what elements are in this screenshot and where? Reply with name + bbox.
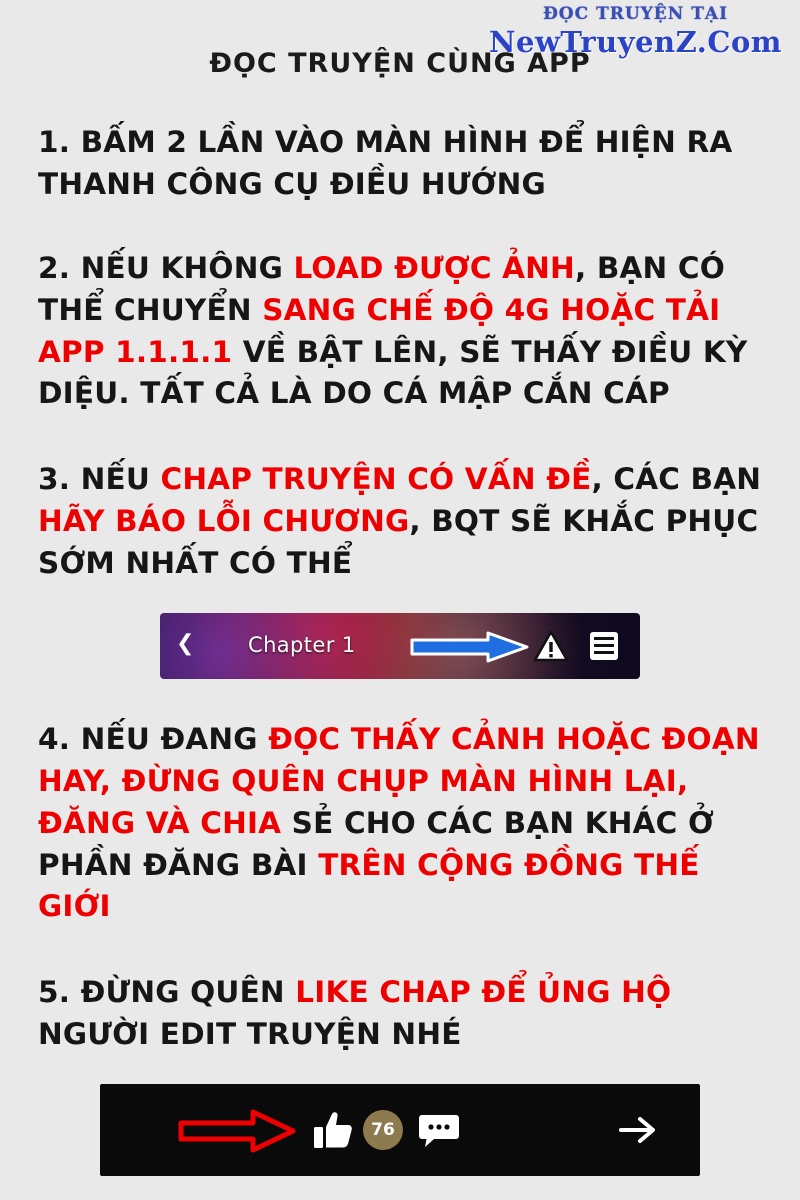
instruction-step-1	[38, 122, 762, 206]
step-5-part-1: 5. ĐỪNG QUÊN	[38, 975, 296, 1010]
red-arrow-icon	[178, 1108, 296, 1154]
step-3-part-2: CHAP TRUYỆN CÓ VẤN ĐỀ	[160, 462, 592, 497]
watermark-site-name: NewTruyenZ.Com	[488, 25, 782, 59]
comment-bubble-icon[interactable]	[418, 1111, 460, 1149]
step-3-part-5: , BQT SẼ KHẮC PHỤC SỚM NHẤT CÓ THỂ	[38, 504, 759, 580]
step-2-part-5: VỀ BẬT LÊN, SẼ THẤY ĐIỀU KỲ DIỆU. TẤT CẢ LÀ DO CÁ MẬP CẮN CÁP	[38, 334, 748, 411]
warning-triangle-icon[interactable]	[534, 630, 568, 662]
reader-action-bar-screenshot	[100, 1084, 700, 1176]
like-count-badge: 76	[363, 1110, 403, 1150]
watermark-top-line: ĐỌC TRUYỆN TẠI	[542, 4, 729, 24]
step-3-part-4: HÃY BÁO LỖI CHƯƠNG	[38, 504, 410, 539]
instruction-step-4	[38, 719, 762, 928]
chapter-list-icon[interactable]	[590, 632, 618, 660]
chevron-left-icon[interactable]: ❮	[176, 630, 195, 656]
step-4-part-4: TRÊN CỘNG ĐỒNG THẾ GIỚI	[38, 847, 700, 924]
step-5-part-3: NGƯỜI EDIT TRUYỆN NHÉ	[38, 1017, 462, 1052]
step-2-part-3: , BẠN CÓ THỂ CHUYỂN	[38, 250, 726, 327]
thumbs-up-icon[interactable]	[312, 1109, 354, 1151]
instruction-step-5	[38, 972, 762, 1056]
instruction-step-2	[38, 248, 762, 416]
page-title: ĐỌC TRUYỆN CÙNG APP	[209, 48, 591, 79]
step-4-part-1: 4. NẾU ĐANG	[38, 721, 269, 756]
chapter-label: Chapter 1	[248, 632, 356, 657]
instruction-step-3	[38, 459, 762, 585]
step-1-text: 1. BẤM 2 LẦN VÀO MÀN HÌNH ĐỂ HIỆN RA THANH CÔNG CỤ ĐIỀU HƯỚNG	[38, 125, 733, 201]
step-2-part-2: LOAD ĐƯỢC ẢNH	[293, 250, 575, 285]
step-4-part-2: ĐỌC THẤY CẢNH HOẶC ĐOẠN HAY, ĐỪNG QUÊN CHỤP MÀN HÌNH LẠI, ĐĂNG VÀ CHIA	[38, 721, 760, 840]
blue-arrow-icon	[410, 631, 530, 663]
step-3-part-1: 3. NẾU	[38, 462, 161, 497]
step-4-part-3: SẺ CHO CÁC BẠN KHÁC Ở PHẦN ĐĂNG BÀI	[38, 805, 714, 882]
step-3-part-3: , CÁC BẠN	[591, 462, 762, 497]
step-5-part-2: LIKE CHAP ĐỂ ỦNG HỘ	[295, 975, 672, 1010]
step-2-part-4: SANG CHẾ ĐỘ 4G HOẶC TẢI APP 1.1.1.1	[38, 292, 721, 369]
step-2-part-1: 2. NẾU KHÔNG	[38, 250, 294, 285]
chapter-toolbar-screenshot	[160, 613, 640, 679]
instructions-list	[38, 122, 762, 1176]
next-arrow-icon[interactable]	[618, 1112, 658, 1148]
